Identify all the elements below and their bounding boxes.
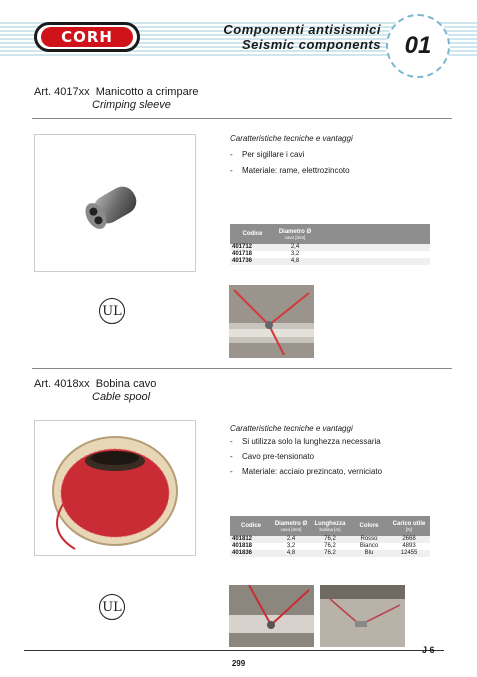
product-2-article: Art. 4018xx [34,378,90,390]
product-1-photo [34,134,196,272]
product-2-features-title: Caratteristiche tecniche e vantaggi [230,424,353,433]
table-header: Lunghezza bobina [m] [310,516,350,536]
product-2-title [34,378,156,404]
table-row: 401736 4,8 [230,258,430,265]
product-1-spec-table [230,224,430,272]
product-2-install-photo-2 [320,585,405,647]
header-title [223,22,381,52]
table-header: Diametro Ø cavo [mm] [275,224,315,244]
table-row [230,265,430,272]
section-tab: J 6 [422,645,435,655]
product-1-name-it: Manicotto a crimpare [95,86,199,98]
installation-image [320,585,405,647]
product-1-features-title: Caratteristiche tecniche e vantaggi [230,134,353,143]
table-row: 401818 3,2 76,2 Bianco 4893 [230,543,430,550]
ul-certification-mark: UL [99,594,125,620]
table-header: Codice [230,224,275,244]
section-badge [386,14,450,78]
product-2-name-en: Cable spool [92,391,151,403]
product-2-install-photo-1 [229,585,314,647]
section-number: 01 [404,32,432,59]
installation-image [229,285,314,358]
cable-spool-image [35,421,195,555]
table-header: Colore [350,516,388,536]
feature-item: - Materiale: acciaio prezincato, verniciato [230,466,440,478]
brand-logo [34,22,140,52]
table-header [315,224,430,244]
ul-certification-mark: UL [99,298,125,324]
section-rule [32,368,452,369]
brand-logo-text: CORH [41,27,133,47]
table-row: 401712 2,4 [230,244,430,251]
table-header: Carico utile [N] [388,516,430,536]
section-rule [32,118,452,119]
feature-item: - Per sigillare i cavi [230,149,430,161]
product-2-features [230,424,440,478]
table-header: Diametro Ø cavo [mm] [272,516,310,536]
table-row [230,557,430,564]
table-row: 401836 4,8 76,2 Blu 12455 [230,550,430,557]
page-number: 299 [231,659,246,668]
product-2-spec-table [230,516,430,564]
header-title-it: Componenti antisismici [223,22,381,37]
crimping-sleeve-image [35,135,195,271]
feature-item: - Cavo pre-tensionato [230,451,440,463]
product-1-name-en: Crimping sleeve [92,99,171,111]
header-title-en: Seismic components [241,37,381,52]
feature-item: - Si utilizza solo la lunghezza necessaria [230,436,440,448]
table-row: 401812 2,4 76,2 Rosso 2668 [230,536,430,543]
product-1-features [230,134,430,177]
product-1-title [34,86,198,112]
table-header: Codice [230,516,272,536]
feature-item: - Materiale: rame, elettrozincoto [230,165,430,177]
product-1-article: Art. 4017xx [34,86,90,98]
table-row: 401718 3,2 [230,251,430,258]
footer-rule [24,650,444,651]
product-2-photo [34,420,196,556]
product-1-install-photo [229,285,314,358]
product-2-name-it: Bobina cavo [95,378,157,390]
installation-image [229,585,314,647]
